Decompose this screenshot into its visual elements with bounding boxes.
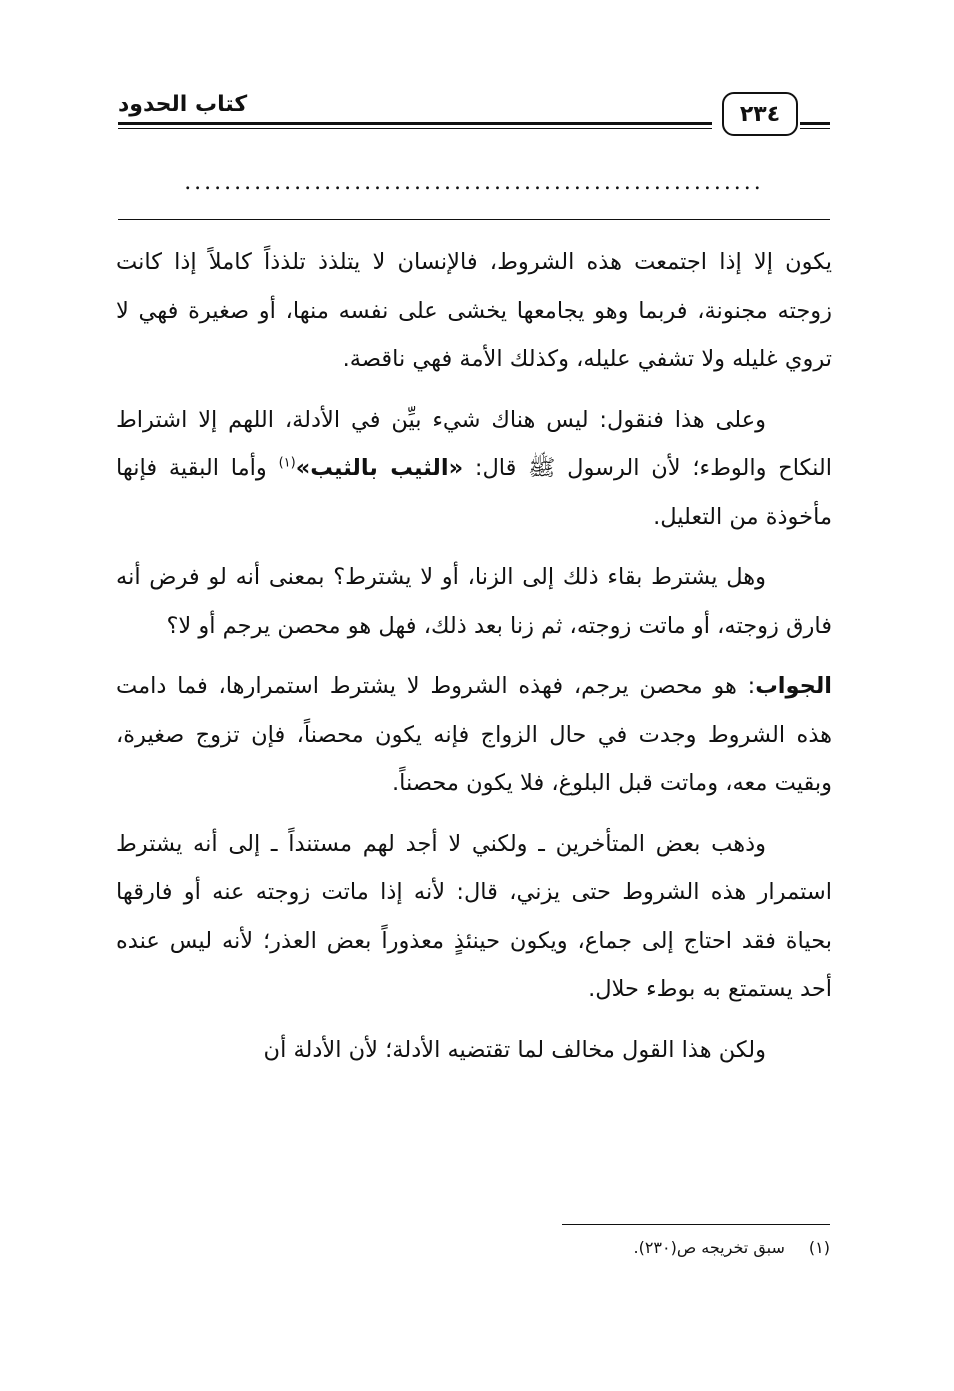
footnote-text: سبق تخريجه ص(٢٣٠). bbox=[633, 1238, 785, 1257]
paragraph-3: وهل يشترط بقاء ذلك إلى الزنا، أو لا يشترط؟ بمعنى أنه لو فرض أنه فارق زوجته، أو ماتت زوجته، ثم زنا بعد ذلك، فهل هو محصن يرجم أو لا؟ bbox=[116, 564, 832, 639]
paragraph-1: يكون إلا إذا اجتمعت هذه الشروط، فالإنسان لا يتلذذ تلذذاً كاملاً إذا كانت زوجته مجنونة، فربما وهو يجامعها يخشى على نفسه منها، أو صغيرة فهي لا تروي غليله ولا تشفي عليله، وكذلك الأمة فهي ناقصة. bbox=[116, 249, 832, 372]
dotted-separator: .......................................................... bbox=[184, 170, 764, 195]
answer-label: الجواب bbox=[755, 673, 832, 699]
footnote-divider bbox=[562, 1224, 830, 1225]
footnote-number: (١) bbox=[808, 1238, 830, 1257]
hadith-quote: «الثيب بالثيب» bbox=[295, 455, 464, 481]
paragraph-6: ولكن هذا القول مخالف لما تقتضيه الأدلة؛ لأن الأدلة أن bbox=[263, 1036, 766, 1063]
page-number: ٢٣٤ bbox=[722, 92, 798, 136]
header-rule-right-thin bbox=[800, 128, 830, 129]
paragraph-4-text: : هو محصن يرجم، فهذه الشروط لا يشترط استمرارها، فما دامت هذه الشروط وجدت في حال الزواج فإنه يكون محصناً، فإن تزوج صغيرة، وبقيت معه، وماتت قبل البلوغ، فلا يكون محصناً. bbox=[116, 673, 832, 796]
main-text bbox=[116, 238, 832, 1086]
book-title: كتاب الحدود bbox=[118, 92, 248, 117]
header-rule-thin bbox=[118, 128, 712, 129]
top-divider bbox=[118, 219, 830, 220]
page-header bbox=[118, 88, 830, 138]
paragraph-4 bbox=[116, 662, 832, 808]
footnote-ref[interactable]: (١) bbox=[278, 455, 296, 471]
header-rule-right-thick bbox=[800, 122, 830, 125]
paragraph-2-text-after: وأما البقية فإنها مأخوذة من التعليل. bbox=[116, 455, 832, 530]
paragraph-2-text-before: وعلى هذا فنقول: ليس هناك شيء بيِّن في الأدلة، اللهم إلا اشتراط النكاح والوطء؛ لأن الرسول ﷺ قال: bbox=[116, 406, 832, 481]
header-rule-thick bbox=[118, 122, 712, 125]
paragraph-2 bbox=[116, 396, 832, 542]
paragraph-5: وذهب بعض المتأخرين ـ ولكني لا أجد لهم مستنداً ـ إلى أنه يشترط استمرار هذه الشروط حتى يزني، قال: لأنه إذا ماتت زوجته عنه أو فارقها بحياة فقد احتاج إلى جماع، ويكون حينئذٍ معذوراً بعض العذر؛ لأنه ليس عنده أحد يستمتع به بوطء حلال. bbox=[116, 830, 832, 1002]
footnote-1 bbox=[633, 1238, 830, 1257]
